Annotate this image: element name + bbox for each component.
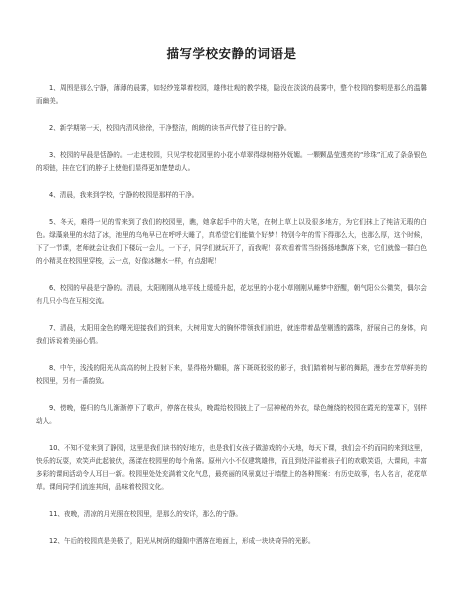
paragraph-10: 10、不知不觉来到了静园，这里是我们读书的好地方，也是我们女孩子做游戏的小天地，每天下课，我们会不约而同的来到这里，快乐的玩耍，欢笑声此起彼伏，荡漾在校园里的每个角落。原州六小不仅建筑雄伟，而且到处洋溢着孩子们的欢歌笑语，大课间，丰富多彩的课间活动令人耳目一新。校园里处处充满着文化气息，最亮丽的风景莫过于墙壁上的各种图案：有历史故事，名人名言，花花草草。课间同学们流连其间，品味着校园文化。 [36, 444, 427, 491]
paragraph-2: 2、新学期第一天，校园内清风徐徐，干净整洁，朗朗的读书声代替了往日的宁静。 [49, 124, 291, 132]
paragraph-4: 4、清晨，我来到学校，宁静的校园是那样的干净。 [49, 191, 199, 199]
paragraph-3: 3、校园的早晨是恬静的。一走进校园，只见学校花园里的小花小草翠得绿树格外妩媚。一颗颗晶莹透亮的“珍珠”汇成了条条银色的项链，挂在它们的脖子上使他们显得更加楚楚动人。 [36, 151, 427, 172]
paragraph-6: 6、校园的早晨是宁静的。清晨，太阳刚刚从地平线上缓缓升起，花坛里的小花小草刚刚从睡梦中舒醒，朝气阳公公微笑，偶尔会有几只小鸟在互相交流。 [36, 284, 427, 305]
paragraph-5: 5、冬天，难得一见的雪来到了我们的校园里，瞧，她拿起手中的大笔，在树上草上以及很多地方，为它们抹上了纯洁无瑕的白色。绿藻泉里的水结了冰，池里的乌龟早已在呼呼大睡了，真希望它们能做个好梦！特别今年的雪下得那么大，也那么厚，这个时候，下了一节课，老师就会让我们下楼玩一会儿，一下子，同学们就玩开了，而我呢！喜欢看着雪当纷扬扬地飘落下来，它们就像一群白色的小精灵在校园里穿梭，云一点，好像冰糖水一样，有点甜呢！ [36, 218, 427, 265]
paragraph-11: 11、夜晚，清凉的月光照在校园里，是那么的安详，那么的宁静。 [49, 510, 243, 518]
paragraph-1: 1、周围是那么宁静，薄薄的晨雾，如轻纱笼罩着校园，雄伟壮观的教学楼，隐没在淡淡的晨雾中，整个校园的黎明是那么的温馨而幽美。 [36, 84, 427, 105]
paragraph-9: 9、傍晚，倦归的鸟儿渐渐停下了歌声，停落在枝头，晚霞给校园披上了一层神秘的外衣，绿色缠绕的校园在霞光的笼罩下，别样动人。 [36, 404, 427, 425]
paragraph-8: 8、中午，浅浅的阳光从高高的树上投射下来，显得格外耀眼，落下斑斑驳驳的影子，我们踏着树与影的舞蹈，漫步在芳草鲜美的校园里，另有一番韵致。 [36, 364, 427, 385]
page-title: 描写学校安静的词语是 [166, 46, 297, 61]
paragraph-7: 7、清晨，太阳用金色的曙光迎接我们的到来，大树用宽大的胸怀带领我们前进，就连带着晶莹剔透的露珠，舒展自己的身体，向我们诉说着美丽心情。 [36, 324, 427, 345]
paragraph-12: 12、午后的校园真是美极了，阳光从树荫的缝隙中洒落在地面上，形成一块块奇异的光影。 [49, 537, 315, 545]
